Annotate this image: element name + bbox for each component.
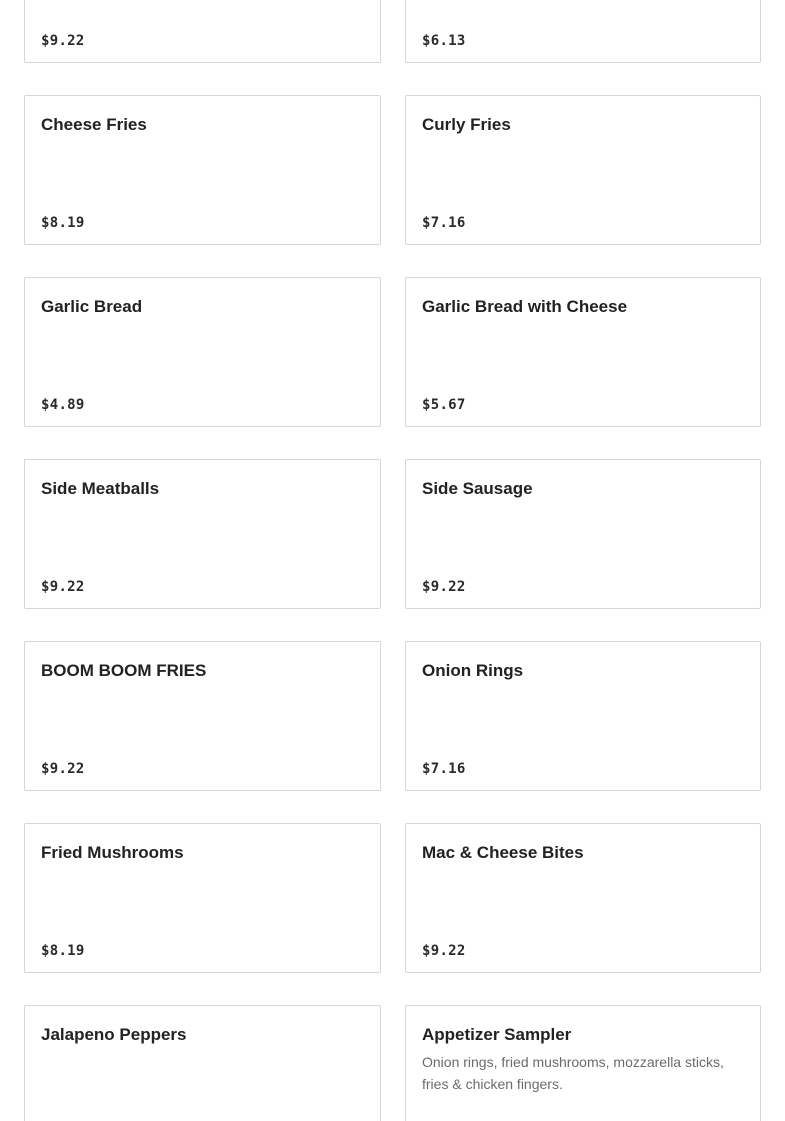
menu-item-card[interactable] bbox=[405, 1005, 761, 1121]
menu-item-name: Cheese Fries bbox=[41, 115, 147, 134]
menu-item-price: $9.22 bbox=[41, 33, 85, 49]
menu-item-name: Garlic Bread with Cheese bbox=[422, 297, 628, 316]
menu-item-name: BOOM BOOM FRIES bbox=[41, 661, 207, 680]
menu-item-card[interactable] bbox=[405, 641, 761, 791]
menu-item-description: Onion rings, fried mushrooms, mozzarella sticks, fries & chicken fingers. bbox=[422, 1054, 724, 1092]
menu-item-price: $9.22 bbox=[422, 579, 466, 595]
menu-item-price: $8.19 bbox=[41, 943, 85, 959]
menu-item-card[interactable] bbox=[405, 823, 761, 973]
menu-item-price: $7.16 bbox=[422, 761, 466, 777]
menu-item-card[interactable] bbox=[24, 823, 381, 973]
menu-item-name: Appetizer Sampler bbox=[422, 1025, 572, 1044]
menu-item-card[interactable] bbox=[24, 277, 381, 427]
menu-item-price: $4.89 bbox=[41, 397, 85, 413]
menu-item-card[interactable] bbox=[24, 95, 381, 245]
menu-item-price: $7.16 bbox=[422, 215, 466, 231]
menu-item-price: $8.19 bbox=[41, 215, 85, 231]
menu-item-card[interactable] bbox=[405, 277, 761, 427]
menu-item-name: Curly Fries bbox=[422, 115, 511, 134]
menu-item-name: Side Meatballs bbox=[41, 479, 160, 498]
menu-item-grid bbox=[24, 0, 761, 1121]
menu-item-name: Jalapeno Peppers bbox=[41, 1025, 187, 1044]
menu-item-card[interactable] bbox=[24, 1005, 381, 1121]
menu-item-name: Mac & Cheese Bites bbox=[422, 843, 584, 862]
menu-item-price: $5.67 bbox=[422, 397, 466, 413]
menu-item-price: $6.13 bbox=[422, 33, 466, 49]
menu-item-name: Fried Mushrooms bbox=[41, 843, 184, 862]
menu-item-card[interactable] bbox=[405, 459, 761, 609]
menu-item-card[interactable] bbox=[24, 0, 381, 63]
menu-item-card[interactable] bbox=[24, 641, 381, 791]
menu-item-card[interactable] bbox=[405, 95, 761, 245]
menu-item-price: $9.22 bbox=[41, 579, 85, 595]
menu-item-price: $9.22 bbox=[41, 761, 85, 777]
menu-item-name: Garlic Bread bbox=[41, 297, 143, 316]
menu-item-name: Onion Rings bbox=[422, 661, 524, 680]
menu-item-name: Side Sausage bbox=[422, 479, 533, 498]
menu-item-card[interactable] bbox=[405, 0, 761, 63]
menu-item-price: $9.22 bbox=[422, 943, 466, 959]
menu-item-card[interactable] bbox=[24, 459, 381, 609]
